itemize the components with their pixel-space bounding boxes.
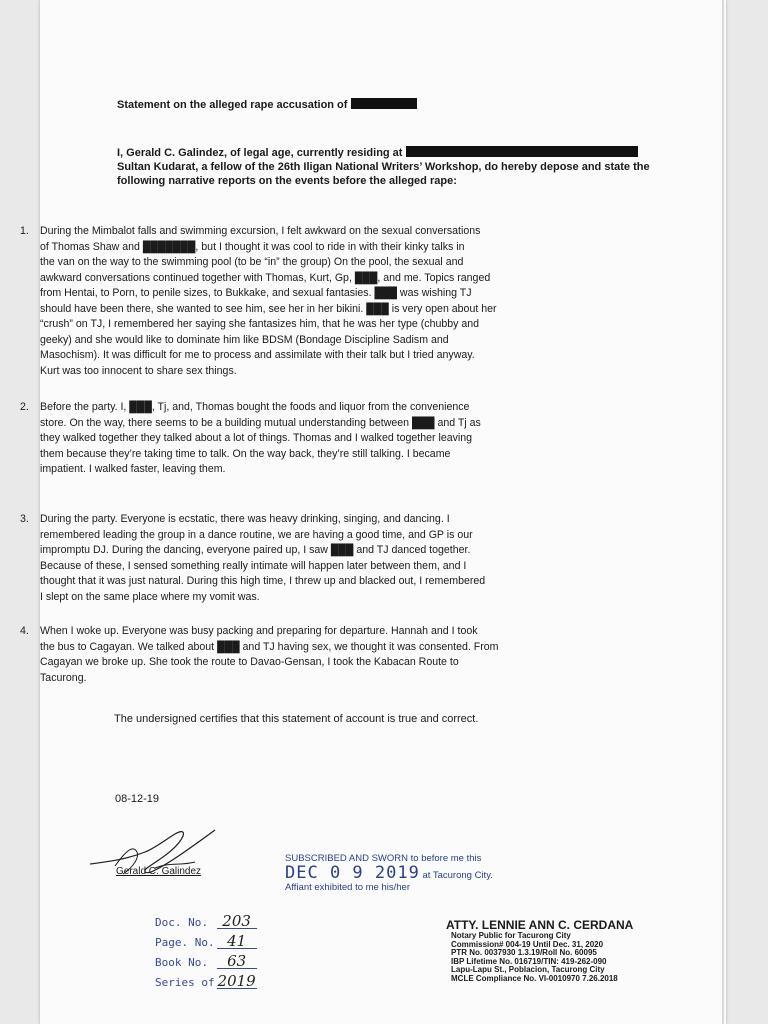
intro-line: I, Gerald C. Galindez, of legal age, currently residing at	[117, 147, 403, 159]
item-text: Before the party. I, ███, Tj, and, Thomas bought the foods and liquor from the convenience store. On the way, there seems to be a building mutual understanding between ███ and Tj as they walked together they talked about a lot of things. Thomas and I walked together leaving them because they’re taking time to talk. On the way back, they’re still talking. I became impatient. I walked faster, leaving them.	[40, 401, 481, 475]
item-number: 4.	[20, 625, 29, 637]
item-number: 2.	[20, 401, 29, 413]
register-row: Book No. 63	[155, 954, 257, 974]
redaction-bar	[351, 98, 417, 109]
page-edge	[722, 0, 724, 1024]
item-text: During the Mimbalot falls and swimming excursion, I felt awkward on the sexual conversations of Thomas Shaw and ███████, but I thought it was cool to ride in with their kinky talks in the van on the way to the swimming pool (to be “in” the group) On the pool, the sexual and awkward conversations continued together with Thomas, Kurt, Gp, ███, and me. Topics ranged from Hentai, to Porn, to penile sizes, to Bukkake, and sexual fantasies. ███ was wishing TJ should have been there, she wanted to see him, see her in her bikini. ███ is very open about her “crush” on TJ, I remembered her saying she fantasizes him, that he was her type (chubby and geeky) and she would like to dominate him like BDSM (Bondage Discipline Sadism and Masochism). It was difficult for me to process and assimilate with their talk but I tried anyway. Kurt was too innocent to share sex things.	[40, 225, 497, 377]
notarial-register	[155, 914, 257, 994]
certification-text: The undersigned certifies that this statement of account is true and correct.	[114, 713, 479, 725]
notary-name: ATTY. LENNIE ANN C. CERDANA	[446, 918, 634, 932]
notary-block: ATTY. LENNIE ANN C. CERDANA Notary Public for Tacurong City Commission# 004-19 Until Dec. 31, 2020 PTR No. 0037930 1.3.19/Roll No. 60095 IBP Lifetime No. 016719/TIN: 419-262-090 Lapu-Lapu St., Poblacion, Tacurong City MCLE Compliance No. VI-0010970 7.26.2018	[446, 918, 666, 984]
register-row: Series of 2019	[155, 972, 256, 990]
item-text: When I woke up. Everyone was busy packing and preparing for departure. Hannah and I took the bus to Cagayan. We talked about ███ and TJ having sex, we thought it was consented. From Cagayan we broke up. She took the route to Davao-Gensan, I took the Kabacan Route to Tacurong.	[40, 625, 499, 684]
intro-line: Sultan Kudarat, a fellow of the 26th Iligan National Writers’ Workshop, do hereby depose and state the	[117, 161, 650, 173]
item-number: 1.	[20, 225, 29, 237]
register-row: Page. No. 41	[155, 934, 257, 954]
intro-line: following narrative reports on the events before the alleged rape:	[117, 175, 457, 187]
signer-name: Gerald C. Galindez	[116, 866, 202, 877]
intro-paragraph	[117, 146, 650, 188]
item-number: 3.	[20, 513, 29, 525]
item-text: During the party. Everyone is ecstatic, there was heavy drinking, singing, and dancing. I remembered leading the group in a dance routine, we are having a good time, and GP is our impromptu DJ. During the dancing, everyone paired up, I saw ███ and TJ danced together. Because of these, I sensed something really intimate will happen later between them, and I thought that it was just natural. During this high time, I threw up and blacked out, I remembered I slept on the same place where my vomit was.	[40, 513, 486, 603]
stamp-date: DEC 0 9 2019	[285, 863, 420, 883]
notary-jurat-stamp: SUBSCRIBED AND SWORN to before me this DEC 0 9 2019 at Tacurong City. Affiant exhibited to me his/her	[285, 853, 493, 893]
register-row: Doc. No. 203	[155, 914, 257, 934]
redaction-bar	[406, 146, 638, 157]
statement-title: Statement on the alleged rape accusation of	[117, 98, 417, 111]
statement-date: 08-12-19	[115, 793, 160, 805]
